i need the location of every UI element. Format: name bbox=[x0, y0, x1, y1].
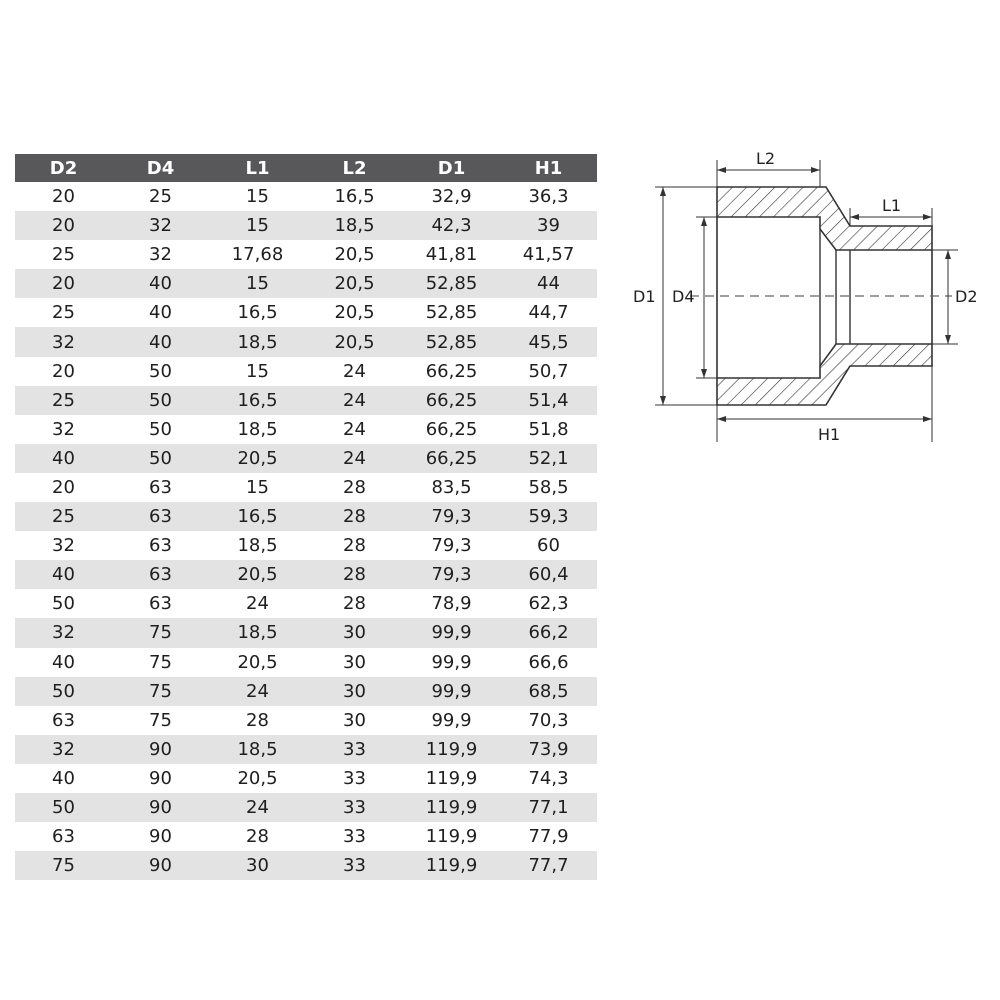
table-cell-d4: 63 bbox=[149, 593, 172, 615]
table-row bbox=[15, 473, 597, 502]
table-cell-l2: 30 bbox=[343, 709, 366, 731]
table-row bbox=[15, 240, 597, 269]
table-cell-d1: 119,9 bbox=[403, 793, 500, 822]
table-cell-l1: 16,5 bbox=[209, 502, 306, 531]
table-cell-d4: 50 bbox=[149, 360, 172, 382]
table-cell-d1: 41,81 bbox=[425, 244, 478, 266]
table-cell-h1: 51,8 bbox=[528, 418, 569, 440]
table-cell-d2: 50 bbox=[15, 793, 112, 822]
table-cell-l2: 24 bbox=[343, 418, 366, 440]
table-row bbox=[15, 706, 597, 735]
table-cell-l2: 28 bbox=[343, 535, 366, 557]
table-cell-h1: 51,4 bbox=[500, 386, 597, 415]
table-cell-l1: 18,5 bbox=[237, 418, 278, 440]
table-cell-l1: 18,5 bbox=[209, 618, 306, 647]
d2-label: D2 bbox=[955, 287, 978, 306]
table-row bbox=[15, 648, 597, 677]
table-cell-d1: 66,25 bbox=[403, 386, 500, 415]
table-row bbox=[15, 851, 597, 880]
table-cell-d1: 66,25 bbox=[425, 418, 478, 440]
table-cell-l1: 18,5 bbox=[209, 735, 306, 764]
table-row bbox=[15, 386, 597, 415]
table-cell-d2: 25 bbox=[15, 386, 112, 415]
table-cell-h1: 41,57 bbox=[522, 244, 575, 266]
table-cell-d4: 90 bbox=[149, 826, 172, 848]
column-header-d1: D1 bbox=[403, 154, 500, 182]
table-cell-l2: 28 bbox=[343, 593, 366, 615]
table-cell-d4: 32 bbox=[149, 244, 172, 266]
table-cell-d4: 63 bbox=[149, 476, 172, 498]
table-cell-h1: 68,5 bbox=[500, 677, 597, 706]
table-cell-l1: 20,5 bbox=[237, 651, 278, 673]
table-cell-d2: 32 bbox=[15, 735, 112, 764]
table-cell-l2: 18,5 bbox=[306, 211, 403, 240]
table-cell-d2: 20 bbox=[52, 186, 75, 208]
table-cell-d2: 40 bbox=[15, 444, 112, 473]
table-row bbox=[15, 531, 597, 560]
table-cell-d2: 40 bbox=[52, 651, 75, 673]
d4-label: D4 bbox=[672, 287, 695, 306]
table-cell-d4: 63 bbox=[112, 502, 209, 531]
table-cell-l1: 20,5 bbox=[209, 560, 306, 589]
table-cell-d2: 50 bbox=[52, 593, 75, 615]
table-cell-l1: 20,5 bbox=[237, 767, 278, 789]
table-row bbox=[15, 502, 597, 531]
table-cell-d4: 63 bbox=[112, 560, 209, 589]
table-cell-l1: 15 bbox=[209, 211, 306, 240]
table-cell-d2: 20 bbox=[52, 360, 75, 382]
table-cell-l1: 24 bbox=[209, 677, 306, 706]
table-cell-d4: 40 bbox=[112, 327, 209, 356]
table-cell-d1: 78,9 bbox=[431, 593, 472, 615]
table-cell-d2: 40 bbox=[52, 767, 75, 789]
table-cell-d1: 119,9 bbox=[425, 767, 478, 789]
l1-label: L1 bbox=[882, 196, 902, 215]
table-cell-d2: 75 bbox=[15, 851, 112, 880]
table-row bbox=[15, 357, 597, 386]
table-cell-d2: 20 bbox=[15, 211, 112, 240]
table-cell-h1: 60 bbox=[537, 535, 560, 557]
table-cell-d1: 52,85 bbox=[403, 269, 500, 298]
table-cell-l1: 15 bbox=[209, 269, 306, 298]
column-header-h1: H1 bbox=[500, 154, 597, 182]
table-cell-d4: 90 bbox=[112, 793, 209, 822]
table-header-row bbox=[15, 154, 597, 182]
table-cell-d1: 79,3 bbox=[431, 535, 472, 557]
table-row bbox=[15, 415, 597, 444]
table-cell-d1: 42,3 bbox=[403, 211, 500, 240]
table-cell-d1: 99,9 bbox=[431, 709, 472, 731]
table-cell-h1: 58,5 bbox=[528, 476, 569, 498]
table-cell-d1: 79,3 bbox=[403, 502, 500, 531]
table-cell-l1: 28 bbox=[246, 709, 269, 731]
table-cell-h1: 62,3 bbox=[528, 593, 569, 615]
table-cell-h1: 70,3 bbox=[528, 709, 569, 731]
table-cell-d1: 32,9 bbox=[431, 186, 472, 208]
table-cell-d2: 32 bbox=[15, 327, 112, 356]
table-cell-h1: 74,3 bbox=[528, 767, 569, 789]
table-cell-d2: 40 bbox=[15, 560, 112, 589]
column-header-l1: L1 bbox=[209, 154, 306, 182]
table-cell-l1: 18,5 bbox=[209, 327, 306, 356]
table-cell-l2: 33 bbox=[306, 851, 403, 880]
table-cell-d2: 50 bbox=[15, 677, 112, 706]
table-row bbox=[15, 618, 597, 647]
table-row bbox=[15, 560, 597, 589]
table-cell-d2: 63 bbox=[52, 709, 75, 731]
table-cell-d2: 25 bbox=[52, 244, 75, 266]
table-row bbox=[15, 211, 597, 240]
table-cell-d1: 119,9 bbox=[403, 735, 500, 764]
table-cell-l2: 28 bbox=[306, 560, 403, 589]
table-row bbox=[15, 764, 597, 793]
table-cell-h1: 45,5 bbox=[500, 327, 597, 356]
table-cell-h1: 44,7 bbox=[528, 302, 569, 324]
table-cell-l2: 33 bbox=[343, 826, 366, 848]
table-cell-l2: 20,5 bbox=[306, 327, 403, 356]
table-cell-d1: 52,85 bbox=[425, 302, 478, 324]
table-cell-h1: 59,3 bbox=[500, 502, 597, 531]
table-cell-d4: 75 bbox=[112, 618, 209, 647]
table-cell-d2: 32 bbox=[52, 535, 75, 557]
table-cell-l1: 16,5 bbox=[209, 386, 306, 415]
table-cell-l1: 15 bbox=[246, 186, 269, 208]
table-row bbox=[15, 298, 597, 327]
table-cell-d4: 90 bbox=[112, 735, 209, 764]
table-cell-d1: 66,25 bbox=[425, 360, 478, 382]
h1-label: H1 bbox=[818, 425, 841, 444]
table-cell-d1: 119,9 bbox=[403, 851, 500, 880]
table-row bbox=[15, 444, 597, 473]
column-header-l2: L2 bbox=[306, 154, 403, 182]
table-cell-d2: 20 bbox=[52, 476, 75, 498]
table-cell-l1: 15 bbox=[246, 476, 269, 498]
table-cell-l2: 30 bbox=[306, 618, 403, 647]
table-cell-d4: 75 bbox=[112, 677, 209, 706]
table-cell-d1: 99,9 bbox=[403, 677, 500, 706]
table-cell-h1: 52,1 bbox=[500, 444, 597, 473]
table-cell-l2: 33 bbox=[343, 767, 366, 789]
table-cell-h1: 60,4 bbox=[500, 560, 597, 589]
table-cell-h1: 73,9 bbox=[500, 735, 597, 764]
table-cell-d4: 25 bbox=[149, 186, 172, 208]
table-body bbox=[15, 182, 597, 880]
table-cell-h1: 77,9 bbox=[528, 826, 569, 848]
table-cell-h1: 66,6 bbox=[528, 651, 569, 673]
table-cell-d4: 50 bbox=[149, 418, 172, 440]
table-cell-d2: 32 bbox=[52, 418, 75, 440]
table-cell-l1: 20,5 bbox=[209, 444, 306, 473]
table-cell-d2: 20 bbox=[15, 269, 112, 298]
table-cell-d2: 25 bbox=[15, 502, 112, 531]
table-cell-d4: 75 bbox=[149, 709, 172, 731]
table-cell-d4: 50 bbox=[112, 386, 209, 415]
table-cell-d1: 66,25 bbox=[403, 444, 500, 473]
table-cell-h1: 44 bbox=[500, 269, 597, 298]
table-row bbox=[15, 327, 597, 356]
table-cell-l2: 24 bbox=[306, 386, 403, 415]
table-cell-h1: 39 bbox=[500, 211, 597, 240]
table-cell-l2: 24 bbox=[306, 444, 403, 473]
table-cell-d1: 99,9 bbox=[431, 651, 472, 673]
table-row bbox=[15, 735, 597, 764]
l2-label: L2 bbox=[756, 149, 776, 168]
table-cell-l2: 20,5 bbox=[334, 302, 375, 324]
table-row bbox=[15, 822, 597, 851]
table-cell-l2: 20,5 bbox=[306, 269, 403, 298]
table-cell-l2: 16,5 bbox=[334, 186, 375, 208]
table-cell-l2: 24 bbox=[343, 360, 366, 382]
table-cell-l1: 24 bbox=[246, 593, 269, 615]
table-cell-d4: 63 bbox=[149, 535, 172, 557]
d1-label: D1 bbox=[633, 287, 656, 306]
table-cell-l2: 33 bbox=[306, 735, 403, 764]
table-row bbox=[15, 589, 597, 618]
table-cell-h1: 66,2 bbox=[500, 618, 597, 647]
table-cell-d2: 63 bbox=[52, 826, 75, 848]
table-row bbox=[15, 269, 597, 298]
table-row bbox=[15, 793, 597, 822]
table-cell-l1: 18,5 bbox=[237, 535, 278, 557]
table-cell-h1: 50,7 bbox=[528, 360, 569, 382]
table-cell-l1: 17,68 bbox=[231, 244, 284, 266]
table-cell-h1: 77,1 bbox=[500, 793, 597, 822]
table-cell-d1: 79,3 bbox=[403, 560, 500, 589]
table-cell-d1: 119,9 bbox=[425, 826, 478, 848]
table-cell-d2: 32 bbox=[15, 618, 112, 647]
table-cell-d4: 75 bbox=[149, 651, 172, 673]
column-header-d2: D2 bbox=[15, 154, 112, 182]
table-cell-l2: 28 bbox=[343, 476, 366, 498]
table-cell-h1: 77,7 bbox=[500, 851, 597, 880]
table-cell-d2: 25 bbox=[52, 302, 75, 324]
dimensions-table bbox=[15, 154, 597, 880]
table-cell-d4: 32 bbox=[112, 211, 209, 240]
table-cell-d4: 90 bbox=[149, 767, 172, 789]
table-cell-l2: 30 bbox=[306, 677, 403, 706]
table-cell-d4: 50 bbox=[112, 444, 209, 473]
table-cell-l1: 30 bbox=[209, 851, 306, 880]
table-cell-d4: 40 bbox=[149, 302, 172, 324]
table-row bbox=[15, 677, 597, 706]
column-header-d4: D4 bbox=[112, 154, 209, 182]
table-cell-d1: 99,9 bbox=[403, 618, 500, 647]
table-cell-h1: 36,3 bbox=[528, 186, 569, 208]
reducer-fitting-drawing bbox=[620, 140, 990, 460]
table-cell-l1: 16,5 bbox=[237, 302, 278, 324]
table-cell-l1: 28 bbox=[246, 826, 269, 848]
table-cell-l2: 33 bbox=[306, 793, 403, 822]
table-cell-l2: 30 bbox=[343, 651, 366, 673]
table-row bbox=[15, 182, 597, 211]
table-cell-l1: 15 bbox=[246, 360, 269, 382]
table-cell-l1: 24 bbox=[209, 793, 306, 822]
fitting-wall-section bbox=[717, 187, 932, 405]
table-cell-l2: 20,5 bbox=[334, 244, 375, 266]
table-cell-d4: 90 bbox=[112, 851, 209, 880]
table-cell-d1: 83,5 bbox=[431, 476, 472, 498]
table-cell-d4: 40 bbox=[112, 269, 209, 298]
table-cell-d1: 52,85 bbox=[403, 327, 500, 356]
table-cell-l2: 28 bbox=[306, 502, 403, 531]
